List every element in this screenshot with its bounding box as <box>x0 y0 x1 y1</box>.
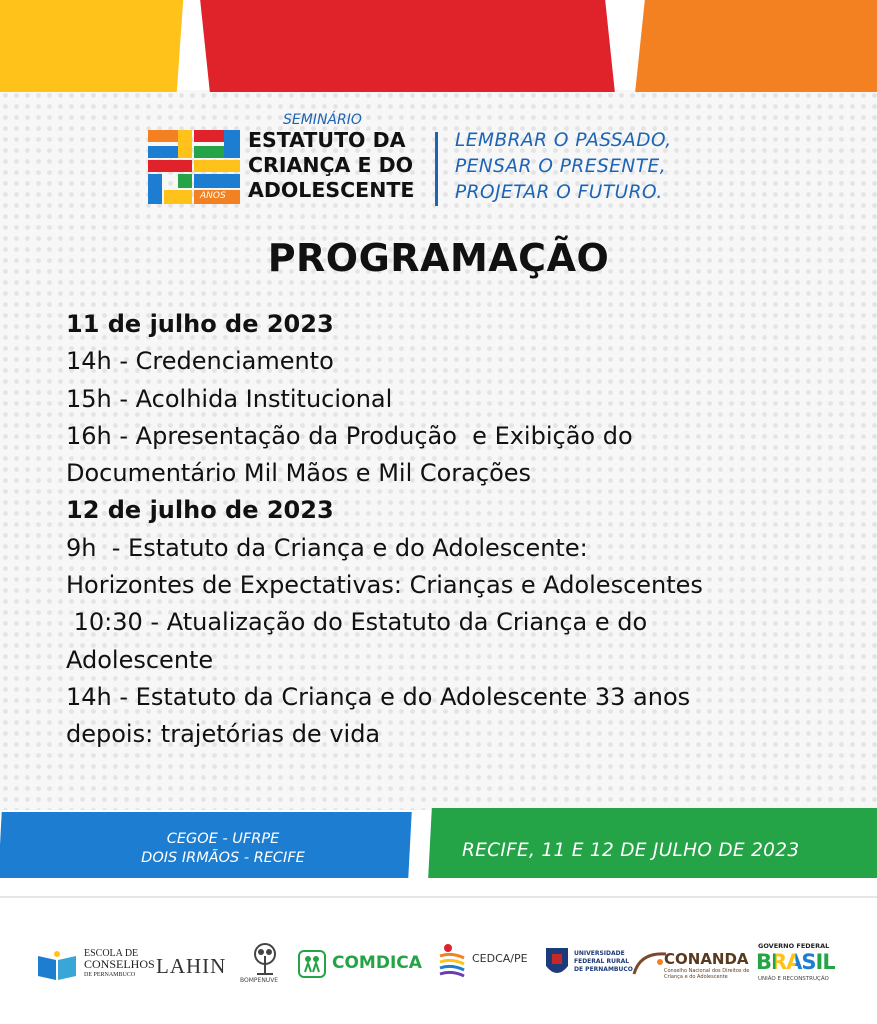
bompenuve-label: BOMPENUVE <box>240 977 279 984</box>
motto-line: PENSAR O PRESENTE, <box>455 156 667 177</box>
seminario-label: SEMINÁRIO <box>283 112 362 128</box>
seminar-title <box>248 128 414 203</box>
title-line: ADOLESCENTE <box>248 178 415 202</box>
schedule-date: 12 de julho de 2023 <box>66 496 334 525</box>
motto-line: PROJETAR O FUTURO. <box>455 182 663 203</box>
gov-bottom-label: UNIÃO E RECONSTRUÇÃO <box>758 976 829 982</box>
escola-line: DE PERNAMBUCO <box>84 972 136 978</box>
ufrpe-shield-icon <box>544 946 570 980</box>
ufrpe-line: UNIVERSIDADE <box>574 950 625 957</box>
title-line: CRIANÇA E DO <box>248 153 414 177</box>
33-anos-logo <box>148 130 240 204</box>
schedule <box>66 306 856 754</box>
footer-separator <box>0 896 877 898</box>
partner-logos <box>36 940 856 990</box>
gov-top-label: GOVERNO FEDERAL <box>758 942 830 950</box>
comdica-logo <box>298 948 428 982</box>
venue-line: CEGOE - UFRPE <box>166 831 280 847</box>
schedule-item: Horizontes de Expectativas: Crianças e Adolescentes <box>66 571 703 600</box>
governo-federal-logo <box>754 942 844 986</box>
motto <box>455 128 672 206</box>
schedule-item: Adolescente <box>66 645 214 674</box>
programacao-title: PROGRAMAÇÃO <box>267 236 610 280</box>
event-date: RECIFE, 11 E 12 DE JULHO DE 2023 <box>462 840 800 861</box>
comdica-icon <box>298 950 326 978</box>
schedule-item: 16h - Apresentação da Produção e Exibição do <box>66 421 633 450</box>
ufrpe-line: FEDERAL RURAL <box>574 958 630 965</box>
conanda-swoosh-icon <box>630 948 668 978</box>
conanda-label: CONANDA <box>664 950 749 968</box>
conanda-logo <box>630 946 750 986</box>
book-icon <box>36 950 78 982</box>
schedule-item: 14h - Estatuto da Criança e do Adolescente 33 anos <box>66 682 691 711</box>
tree-icon <box>242 942 288 976</box>
ufrpe-line: DE PERNAMBUCO <box>574 966 633 973</box>
schedule-item: 15h - Acolhida Institucional <box>66 384 393 413</box>
title-line: ESTATUTO DA <box>248 128 406 152</box>
cedca-logo <box>436 942 536 986</box>
conanda-subtitle: Conselho Nacional dos Direitos de Criança e do Adolescente <box>664 968 750 980</box>
comdica-label: COMDICA <box>332 953 422 973</box>
anos-label: ANOS <box>200 191 226 201</box>
schedule-item: depois: trajetórias de vida <box>66 720 381 749</box>
top-red-band <box>200 0 615 92</box>
seminar-header <box>148 108 748 213</box>
schedule-date: 11 de julho de 2023 <box>66 310 334 338</box>
schedule-item: Documentário Mil Mãos e Mil Corações <box>66 459 532 488</box>
cedca-icon <box>436 942 470 982</box>
escola-line: CONSELHOS <box>84 957 155 971</box>
schedule-item: 10:30 - Atualização do Estatuto da Criança e do <box>66 608 648 637</box>
brasil-wordmark: BRASIL <box>756 950 835 974</box>
schedule-item: 9h - Estatuto da Criança e do Adolescente: <box>66 533 588 562</box>
escola-line: ESCOLA DE <box>84 948 139 959</box>
bompenuve-logo <box>240 942 290 988</box>
venue-line: DOIS IRMÃOS - RECIFE <box>141 850 305 866</box>
cedca-label: CEDCA/PE <box>472 952 528 965</box>
lahin-logo: LAHIN <box>156 954 227 978</box>
venue <box>78 830 368 868</box>
ufrpe-logo <box>544 944 634 986</box>
motto-line: LEMBRAR O PASSADO, <box>455 130 672 151</box>
schedule-item: 14h - Credenciamento <box>66 347 334 376</box>
top-orange-band <box>635 0 877 92</box>
header-divider <box>435 132 438 206</box>
top-yellow-band <box>0 0 183 92</box>
escola-conselhos-logo <box>36 948 155 988</box>
